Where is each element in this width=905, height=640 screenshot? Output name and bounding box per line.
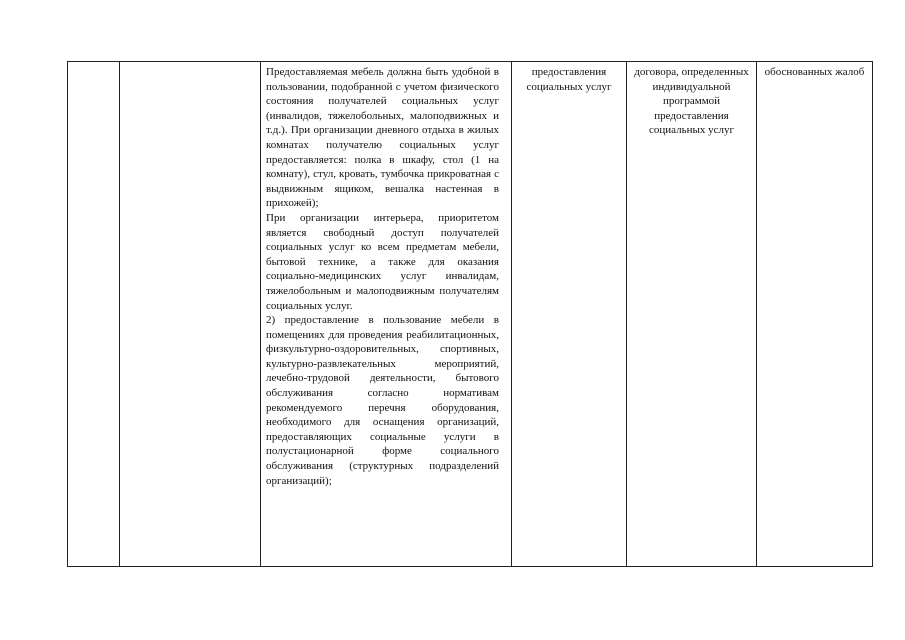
table-cell-service-description: [261, 62, 512, 567]
description-paragraph-1: Предоставляемая мебель должна быть удобной в пользовании, подобранной с учетом физического состояния получателей социальных услуг (инвалидов, тяжелобольных, малоподвижных и т.д.). При организации дневного отдыха в жилых комнатах получателю социальных услуг предоставляется: полка в шкафу, стол (1 на комнату), стул, кровать, тумбочка прикроватная с выдвижным ящиком, вешалка настенная в прихожей);: [266, 66, 499, 210]
table-cell-deadline: [512, 62, 627, 567]
table-cell-quality-indicators: [757, 62, 873, 567]
table-cell-cost: [627, 62, 757, 567]
description-paragraph-2: При организации интерьера, приоритетом является свободный доступ получателей социальных услуг ко всем предметам мебели, бытовой технике, а также для оказания социально-медицинских услуг инвалидам, тяжелобольным и малоподвижным получателям социальных услуг.: [266, 211, 499, 312]
service-description-text: [261, 62, 511, 488]
table-cell-service-name: [120, 62, 261, 567]
description-paragraph-3: 2) предоставление в пользование мебели в помещениях для проведения реабилитационных, физкультурно-оздоровительных, спортивных, культурно-развлекательных мероприятий, лечебно-трудовой деятельности, бытового обслуживания согласно нормативам рекомендуемого перечня оборудования, необходимого для оснащения организаций, предоставляющих социальные услуги в полустационарной форме социального обслуживания (структурных подразделений организаций);: [266, 314, 499, 487]
table-cell-number: [68, 62, 120, 567]
quality-indicators-text: обоснованных жалоб: [764, 66, 865, 78]
table-row: [68, 62, 873, 567]
cost-text: договора, определенных индивидуальной программой предоставления социальных услуг: [634, 66, 749, 137]
document-table: [67, 61, 873, 567]
deadline-text: предоставления социальных услуг: [526, 66, 612, 93]
